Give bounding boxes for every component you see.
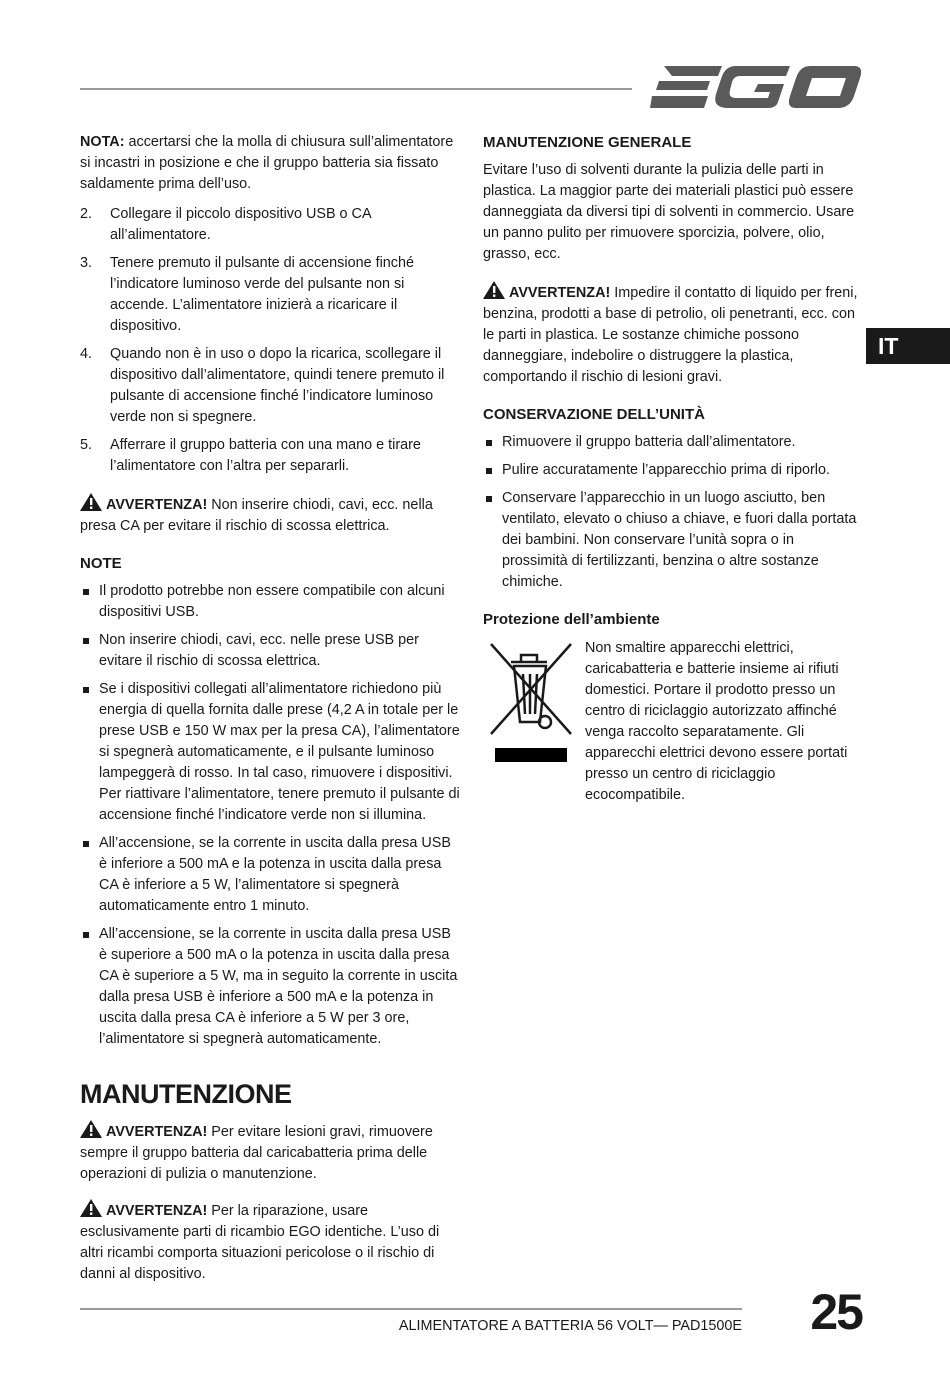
warning-icon [80, 1199, 102, 1217]
warning-text: Non inserire chiodi, cavi, ecc. nella presa CA per evitare il rischio di scossa elettrica. [80, 497, 433, 534]
environment-section [483, 638, 861, 813]
warning-text: Impedire il contatto di liquido per freni, benzina, prodotti a base di petrolio, oli penetranti, ecc. con le parti in plastica. Le sostanze chimiche possono danneggiare, indebolire o distruggere la plastica, comportando il rischio di lesioni gravi. [483, 285, 858, 385]
notes-list [80, 581, 460, 1050]
list-item [80, 253, 460, 337]
warning-paragraph [80, 493, 460, 537]
storage-heading: CONSERVAZIONE DELL’UNITÀ [483, 406, 705, 423]
step-number: 3. [80, 255, 93, 271]
list-item: All’accensione, se la corrente in uscita dalla presa USB è superiore a 500 mA o la potenza in uscita dalla presa CA è superiore a 5 W, ma in seguito la corrente in uscita dalla presa USB è inferiore a 500 mA e la potenza in uscita dalla presa CA è inferiore a 5 W per 3 ore, l’alimentatore si spegnerà automaticamente. [80, 924, 460, 1050]
warning-text: Per la riparazione, usare esclusivamente parti di ricambio EGO identiche. L’uso di altri ricambi comporta situazioni pericolose o il rischio di danni al dispositivo. [80, 1203, 440, 1282]
step-text: Collegare il piccolo dispositivo USB o CA all’alimentatore. [110, 206, 371, 243]
crossed-bin-icon [487, 640, 575, 740]
notes-heading: NOTE [80, 555, 122, 572]
language-tab: IT [866, 328, 950, 364]
environment-text: Non smaltire apparecchi elettrici, caricabatteria e batterie insieme ai rifiuti domestici. Portare il prodotto presso un centro di riciclaggio autorizzato affinché venga raccolto separatamente. Gli apparecchi elettrici devono essere portati presso un centro di riciclaggio ecocompatibile. [585, 640, 848, 803]
list-item: Rimuovere il gruppo batteria dall’alimentatore. [483, 432, 861, 453]
storage-list [483, 432, 861, 593]
step-number: 2. [80, 206, 93, 222]
environment-heading: Protezione dell’ambiente [483, 611, 660, 628]
note-label: NOTA: [80, 134, 125, 150]
list-item [80, 204, 460, 246]
list-item: Se i dispositivi collegati all’alimentatore richiedono più energia di quella fornita dalle prese (4,2 A in totale per le prese USB e 150 W max per la presa CA), l’alimentatore si spegnerà automaticamente, e il pulsante luminoso lampeggerà di rosso. In tal caso, rimuovere i dispositivi. Per riattivare l’alimentatore, tenere premuto il pulsante di accensione finché l’indicatore verde non si illumina. [80, 679, 460, 826]
list-item [80, 435, 460, 477]
step-text: Afferrare il gruppo batteria con una mano e tirare l’alimentatore con l’altra per separarli. [110, 437, 421, 474]
ego-logo [650, 62, 862, 117]
list-item: Pulire accuratamente l’apparecchio prima di riporlo. [483, 460, 861, 481]
warning-label: AVVERTENZA! [106, 1203, 208, 1219]
warning-paragraph [483, 281, 861, 388]
list-item: All’accensione, se la corrente in uscita dalla presa USB è inferiore a 500 mA e la potenza in uscita dalla presa CA è inferiore a 5 W, l’alimentatore si spegnerà automaticamente entro 1 minuto. [80, 833, 460, 917]
left-column [80, 132, 460, 1294]
warning-paragraph [80, 1199, 460, 1285]
list-item: Il prodotto potrebbe non essere compatibile con alcuni dispositivi USB. [80, 581, 460, 623]
ego-logo-graphic [650, 62, 862, 112]
list-item: Non inserire chiodi, cavi, ecc. nelle prese USB per evitare il rischio di scossa elettrica. [80, 630, 460, 672]
step-number: 5. [80, 437, 93, 453]
step-text: Quando non è in uso o dopo la ricarica, scollegare il dispositivo dall’alimentatore, quindi tenere premuto il pulsante di accensione finché l’indicatore luminoso verde non si spegnere. [110, 346, 445, 425]
general-maintenance-heading: MANUTENZIONE GENERALE [483, 134, 692, 151]
warning-icon [80, 1120, 102, 1138]
warning-label: AVVERTENZA! [106, 497, 208, 513]
step-text: Tenere premuto il pulsante di accensione finché l’indicatore luminoso verde del pulsante non si accende. L’alimentatore inizierà a ricaricare il dispositivo. [110, 255, 414, 334]
warning-icon [80, 493, 102, 511]
note-paragraph [80, 132, 460, 195]
maintenance-heading: MANUTENZIONE [80, 1079, 292, 1109]
list-item: Conservare l’apparecchio in un luogo asciutto, ben ventilato, elevato o chiuso a chiave, e fuori dalla portata dei bambini. Non conservare l’unità sopra o in prossimità di fertilizzanti, benzina o altre sostanze chimiche. [483, 488, 861, 593]
step-number: 4. [80, 346, 93, 362]
warning-label: AVVERTENZA! [106, 1124, 208, 1140]
header-rule [80, 88, 632, 90]
footer-title: ALIMENTATORE A BATTERIA 56 VOLT— PAD1500E [398, 1318, 742, 1334]
bin-underline-bar [495, 748, 567, 762]
warning-text: Per evitare lesioni gravi, rimuovere sempre il gruppo batteria dal caricabatteria prima delle operazioni di pulizia o manutenzione. [80, 1124, 433, 1182]
right-column [483, 132, 861, 813]
note-text: accertarsi che la molla di chiusura sull’alimentatore si incastri in posizione e che il gruppo batteria sia fissato saldamente prima dell’uso. [80, 134, 454, 192]
warning-icon [483, 281, 505, 299]
steps-list [80, 204, 460, 477]
warning-paragraph [80, 1120, 460, 1185]
warning-label: AVVERTENZA! [509, 285, 611, 301]
list-item [80, 344, 460, 428]
page-number: 25 [810, 1284, 862, 1340]
general-maintenance-text: Evitare l’uso di solventi durante la pulizia delle parti in plastica. La maggior parte dei materiali plastici può essere danneggiata da diversi tipi di solventi in commercio. Usare un panno pulito per rimuovere sporcizia, polvere, olio, grasso, ecc. [483, 162, 855, 262]
footer-rule [80, 1308, 742, 1310]
